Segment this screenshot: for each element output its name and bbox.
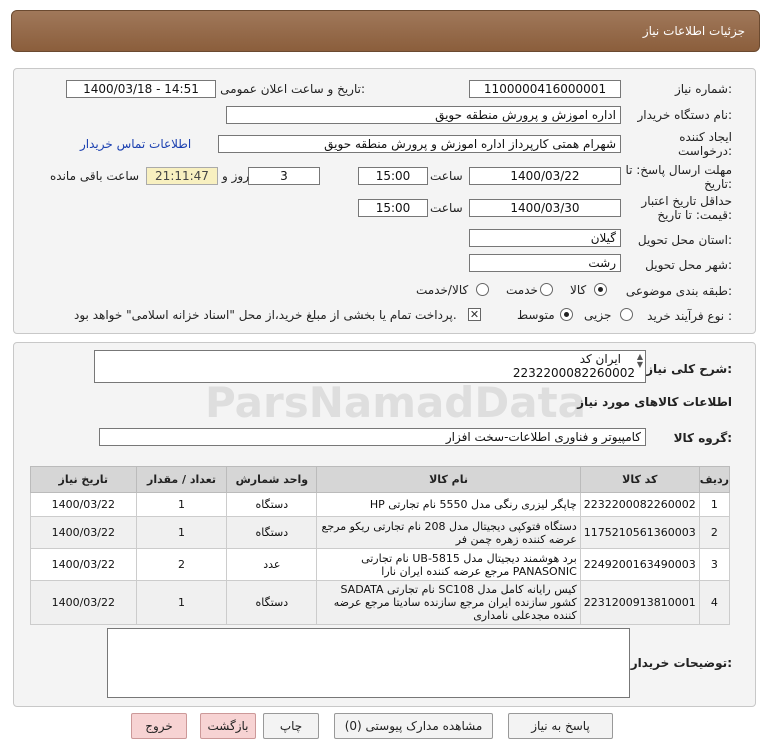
city-field: رشت: [469, 254, 621, 272]
row-date: 1400/03/22: [31, 493, 137, 517]
row-date: 1400/03/22: [31, 549, 137, 581]
page-header: [11, 10, 760, 52]
deadline-date-field: 1400/03/22: [469, 167, 621, 185]
col-unit: واحد شمارش: [227, 467, 317, 493]
row-date: 1400/03/22: [31, 517, 137, 549]
remaining-label: ساعت باقی مانده: [50, 169, 140, 183]
category-option-goods: کالا: [570, 283, 587, 297]
row-code: 1175210561360003: [580, 517, 699, 549]
process-radio-medium[interactable]: [560, 308, 573, 321]
need-number-field: 1100000416000001: [469, 80, 621, 98]
validity-time-label: ساعت: [430, 201, 463, 215]
goods-table: [30, 466, 730, 625]
row-code: 2231200913810001: [580, 581, 699, 625]
buyer-notes-field: [107, 628, 630, 698]
summary-line-2: 2232200082260002: [512, 366, 635, 380]
row-qty: 2: [136, 549, 227, 581]
exit-button[interactable]: خروج: [131, 713, 187, 739]
reply-button[interactable]: پاسخ به نیاز: [508, 713, 613, 739]
validity-date-field: 1400/03/30: [469, 199, 621, 217]
province-label: استان محل تحویل:: [637, 233, 732, 247]
row-name: برد هوشمند دیجیتال مدل UB-5815 نام تجارتی PANASONIC مرجع عرضه کننده ایران نارا: [317, 549, 581, 581]
buyer-org-label: نام دستگاه خریدار:: [637, 108, 732, 122]
validity-time-field: 15:00: [358, 199, 428, 217]
buyer-org-field: اداره اموزش و پرورش منطقه حویق: [226, 106, 621, 124]
summary-label: شرح کلی نیاز:: [646, 362, 732, 376]
remaining-time-field: 21:11:47: [146, 167, 218, 185]
row-name: چاپگر لیزری رنگی مدل 5550 نام تجارتی HP: [317, 493, 581, 517]
row-unit: دستگاه: [227, 581, 317, 625]
row-index: 3: [699, 549, 729, 581]
col-code: کد کالا: [580, 467, 699, 493]
row-code: 2232200082260002: [580, 493, 699, 517]
row-unit: دستگاه: [227, 517, 317, 549]
table-row: [31, 493, 730, 517]
category-option-service: خدمت: [506, 283, 538, 297]
buyer-contact-link[interactable]: اطلاعات تماس خریدار: [80, 137, 192, 151]
goods-section-title: اطلاعات کالاهای مورد نیاز: [577, 395, 732, 409]
treasury-checkbox[interactable]: ✕: [469, 308, 480, 321]
category-radio-goods[interactable]: [594, 283, 607, 296]
row-index: 4: [699, 581, 729, 625]
announce-field: 1400/03/18 - 14:51: [66, 80, 216, 98]
validity-label: حداقل تاریخ اعتبار قیمت: تا تاریخ:: [641, 194, 732, 222]
summary-scroll-icon[interactable]: ▲ ▼: [636, 352, 643, 369]
province-field: گیلان: [469, 229, 621, 247]
deadline-label: مهلت ارسال پاسخ: تا تاریخ:: [625, 163, 732, 191]
row-code: 2249200163490003: [580, 549, 699, 581]
page-title: جزئیات اطلاعات نیاز: [642, 24, 745, 38]
category-option-goods-service: کالا/خدمت: [416, 283, 469, 297]
process-option-minor: جزیی: [584, 308, 612, 322]
summary-line-1: ایران کد: [579, 352, 621, 366]
process-option-medium: متوسط: [517, 308, 555, 322]
buyer-notes-label: توضیحات خریدار:: [630, 656, 732, 670]
row-date: 1400/03/22: [31, 581, 137, 625]
col-index: ردیف: [699, 467, 729, 493]
col-date: تاریخ نیاز: [31, 467, 137, 493]
row-unit: عدد: [227, 549, 317, 581]
summary-field: [94, 350, 646, 383]
row-index: 1: [699, 493, 729, 517]
col-qty: تعداد / مقدار: [136, 467, 227, 493]
announce-label: تاریخ و ساعت اعلان عمومی:: [220, 82, 365, 96]
creator-label: ایجاد کننده درخواست:: [678, 130, 732, 158]
table-row: [31, 549, 730, 581]
row-qty: 1: [136, 517, 227, 549]
days-label: روز و: [222, 169, 249, 183]
table-row: [31, 517, 730, 549]
category-radio-service[interactable]: [540, 283, 553, 296]
city-label: شهر محل تحویل:: [645, 258, 732, 272]
category-label: طبقه بندی موضوعی:: [625, 284, 732, 298]
row-name: دستگاه فتوکپی دیجیتال مدل 208 نام تجارتی ریکو مرجع عرضه کننده زهره چمن فر: [317, 517, 581, 549]
table-row: [31, 581, 730, 625]
row-qty: 1: [136, 493, 227, 517]
goods-group-field: کامپیوتر و فناوری اطلاعات-سخت افزار: [99, 428, 646, 446]
row-unit: دستگاه: [227, 493, 317, 517]
row-qty: 1: [136, 581, 227, 625]
process-radio-minor[interactable]: [620, 308, 633, 321]
category-radio-goods-service[interactable]: [476, 283, 489, 296]
deadline-time-field: 15:00: [358, 167, 428, 185]
print-button[interactable]: چاپ: [263, 713, 319, 739]
payment-note: پرداخت تمام یا بخشی از مبلغ خرید،از محل "اسناد خزانه اسلامی" خواهد بود.: [74, 308, 457, 322]
row-name: کیس رایانه کامل مدل SC108 نام تجارتی SADATA کشور سازنده ایران مرجع سازنده سادیتا مرجع عرضه کننده مجدعلی نامداری: [317, 581, 581, 625]
attachments-button[interactable]: مشاهده مدارک پیوستی (0): [334, 713, 493, 739]
process-label: نوع فرآیند خرید :: [647, 309, 732, 323]
creator-field: شهرام همتی کارپرداز اداره اموزش و پرورش منطقه حویق: [218, 135, 621, 153]
days-field: 3: [248, 167, 320, 185]
deadline-time-label: ساعت: [430, 169, 463, 183]
goods-group-label: گروه کالا:: [673, 431, 732, 445]
row-index: 2: [699, 517, 729, 549]
col-name: نام کالا: [317, 467, 581, 493]
back-button[interactable]: بازگشت: [200, 713, 256, 739]
need-number-label: شماره نیاز:: [674, 82, 732, 96]
